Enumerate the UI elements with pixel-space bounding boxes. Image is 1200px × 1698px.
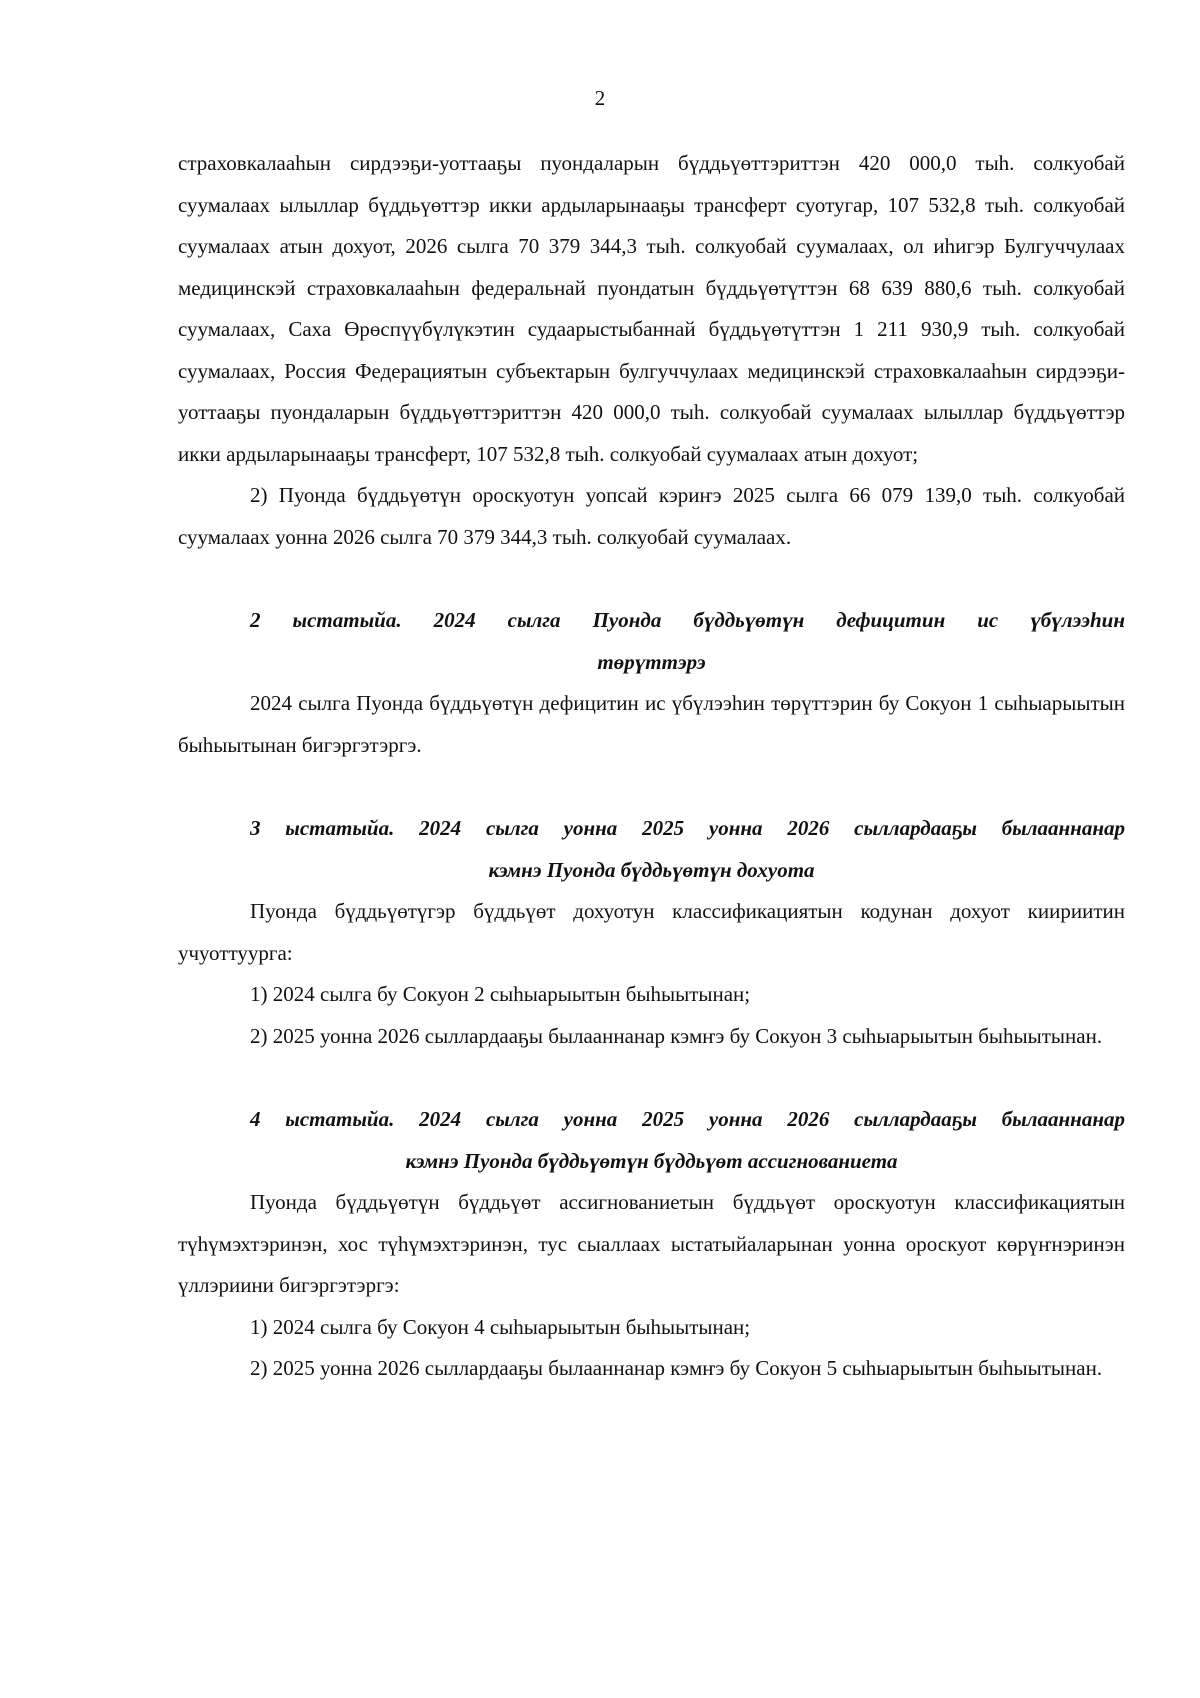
- paragraph-continuation: страховкалааһын сирдээҕи-уоттааҕы пуондаларын бүддьүөттэриттэн 420 000,0 тыһ. солкуобай суумалаах ылыллар бүддьүөттэр икки ардыларынааҕы трансферт суотугар, 107 532,8 тыһ. солкуобай суумалаах атын дохуот, 2026 сылга 70 379 344,3 тыһ. солкуобай суумалаах, ол иһигэр Булгуччулаах медицинскэй страховкалааһын федеральнай пуондатын бүддьүөтүттэн 68 639 880,6 тыһ. солкуобай суумалаах, Саха Өрөспүүбүлүкэтин судаарыстыбаннай бүддьүөтүттэн 1 211 930,9 тыһ. солкуобай суумалаах, Россия Федерациятын субъектарын булгуччулаах медицинскэй страховкалааһын сирдээҕи-уоттааҕы пуондаларын бүддьүөттэриттэн 420 000,0 тыһ. солкуобай суумалаах ылыллар бүддьүөттэр икки ардыларынааҕы трансферт, 107 532,8 тыһ. солкуобай суумалаах атын дохуот;: [178, 151, 1125, 466]
- article-2-heading-line1: 2 ыстатыйа. 2024 сылга Пуонда бүддьүөтүн дефицитин ис үбүлээһин: [250, 608, 1125, 632]
- article-4-item-2: 2) 2025 уонна 2026 сыллардааҕы былааннанар кэмҥэ бу Сокуон 5 сыһыарыытын быһыытынан.: [250, 1356, 1103, 1380]
- article-4-intro: Пуонда бүддьүөтүн бүддьүөт ассигнованиетын бүддьүөт ороскуотун классификациятын түһүмэхтэринэн, хос түһүмэхтэринэн, тус сыаллаах ыстатыйаларынан уонна ороскуот көрүҥнэринэн үллэриини бигэргэтэргэ:: [178, 1190, 1125, 1297]
- article-3-item-1: 1) 2024 сылга бу Сокуон 2 сыһыарыытын быһыытынан;: [250, 982, 751, 1006]
- article-4-heading-line2: кэмнэ Пуонда бүддьүөтүн бүддьүөт ассигнованиета: [405, 1148, 898, 1173]
- article-2-heading-line2: төрүттэрэ: [597, 649, 706, 674]
- article-3-item-2: 2) 2025 уонна 2026 сыллардааҕы былааннанар кэмҥэ бу Сокуон 3 сыһыарыытын быһыытынан.: [250, 1023, 1103, 1048]
- article-3-heading: [178, 808, 1125, 891]
- page-number: 2: [594, 86, 606, 110]
- paragraph-item-2: 2) Пуонда бүддьүөтүн ороскуотун уопсай кэриҥэ 2025 сылга 66 079 139,0 тыһ. солкуобай суумалаах уонна 2026 сылга 70 379 344,3 тыһ. солкуобай суумалаах.: [178, 483, 1125, 549]
- article-3-heading-line2: кэмнэ Пуонда бүддьүөтүн дохуота: [488, 857, 815, 882]
- article-2-body: 2024 сылга Пуонда бүддьүөтүн дефицитин ис үбүлээһин төрүттэрин бу Сокуон 1 сыһыарыытын быһыытынан бигэргэтэргэ.: [178, 691, 1125, 757]
- document-body: [178, 143, 1125, 1390]
- article-2-heading: [178, 600, 1125, 683]
- article-4-heading: [178, 1099, 1125, 1182]
- article-4-item-1: 1) 2024 сылга бу Сокуон 4 сыһыарыытын быһыытынан;: [250, 1314, 751, 1339]
- article-3-intro: Пуонда бүддьүөтүгэр бүддьүөт дохуотун классификациятын кодунан дохуот киириитин учуоттуурга:: [178, 899, 1125, 965]
- article-4-heading-line1: 4 ыстатыйа. 2024 сылга уонна 2025 уонна 2026 сыллардааҕы былааннанар: [250, 1107, 1125, 1131]
- article-3-heading-line1: 3 ыстатыйа. 2024 сылга уонна 2025 уонна 2026 сыллардааҕы былааннанар: [250, 816, 1125, 840]
